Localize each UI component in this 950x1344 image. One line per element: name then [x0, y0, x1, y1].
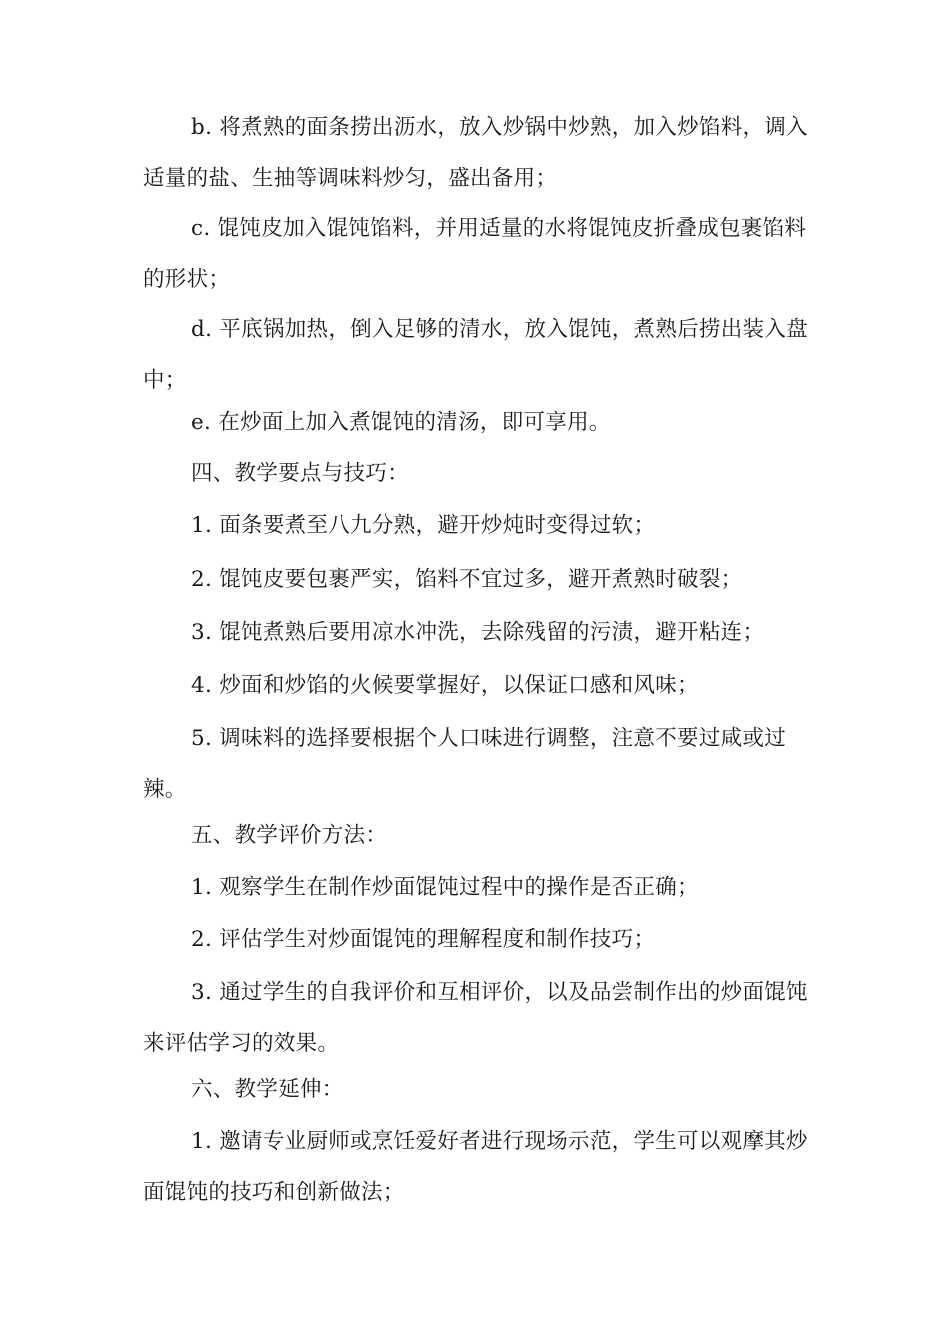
tip-3-paragraph: 3. 馄饨煮熟后要用凉水冲洗，去除残留的污渍，避开粘连； — [191, 620, 765, 645]
step-d-paragraph: d. 平底锅加热，倒入足够的清水，放入馄饨，煮熟后捞出装入盘中； — [143, 317, 808, 393]
extension-1-paragraph: 1. 邀请专业厨师或烹饪爱好者进行现场示范，学生可以观摩其炒面馄饨的技巧和创新做法； — [143, 1129, 808, 1205]
eval-3-paragraph: 3. 通过学生的自我评价和互相评价，以及品尝制作出的炒面馄饨来评估学习的效果。 — [143, 980, 808, 1056]
tip-2-paragraph: 2. 馄饨皮要包裹严实，馅料不宜过多，避开煮熟时破裂； — [191, 567, 743, 592]
section-5-heading: 五、教学评价方法： — [191, 823, 388, 848]
step-c-paragraph: c. 馄饨皮加入馄饨馅料，并用适量的水将馄饨皮折叠成包裹馅料的形状； — [143, 216, 807, 292]
step-b-paragraph: b. 将煮熟的面条捞出沥水，放入炒锅中炒熟，加入炒馅料，调入适量的盐、生抽等调味料炒匀，盛出备用； — [143, 115, 808, 191]
tip-5-paragraph: 5. 调味料的选择要根据个人口味进行调整，注意不要过咸或过辣。 — [143, 726, 787, 802]
tip-4-paragraph: 4. 炒面和炒馅的火候要掌握好，以保证口感和风味； — [191, 673, 699, 698]
section-6-heading: 六、教学延伸： — [191, 1077, 344, 1102]
tip-1-paragraph: 1. 面条要煮至八九分熟，避开炒炖时变得过软； — [191, 513, 656, 538]
eval-1-paragraph: 1. 观察学生在制作炒面馄饨过程中的操作是否正确； — [191, 875, 699, 900]
section-4-heading: 四、教学要点与技巧： — [191, 461, 410, 486]
eval-2-paragraph: 2. 评估学生对炒面馄饨的理解程度和制作技巧； — [191, 927, 656, 952]
step-e-paragraph: e. 在炒面上加入煮馄饨的清汤，即可享用。 — [191, 410, 611, 435]
